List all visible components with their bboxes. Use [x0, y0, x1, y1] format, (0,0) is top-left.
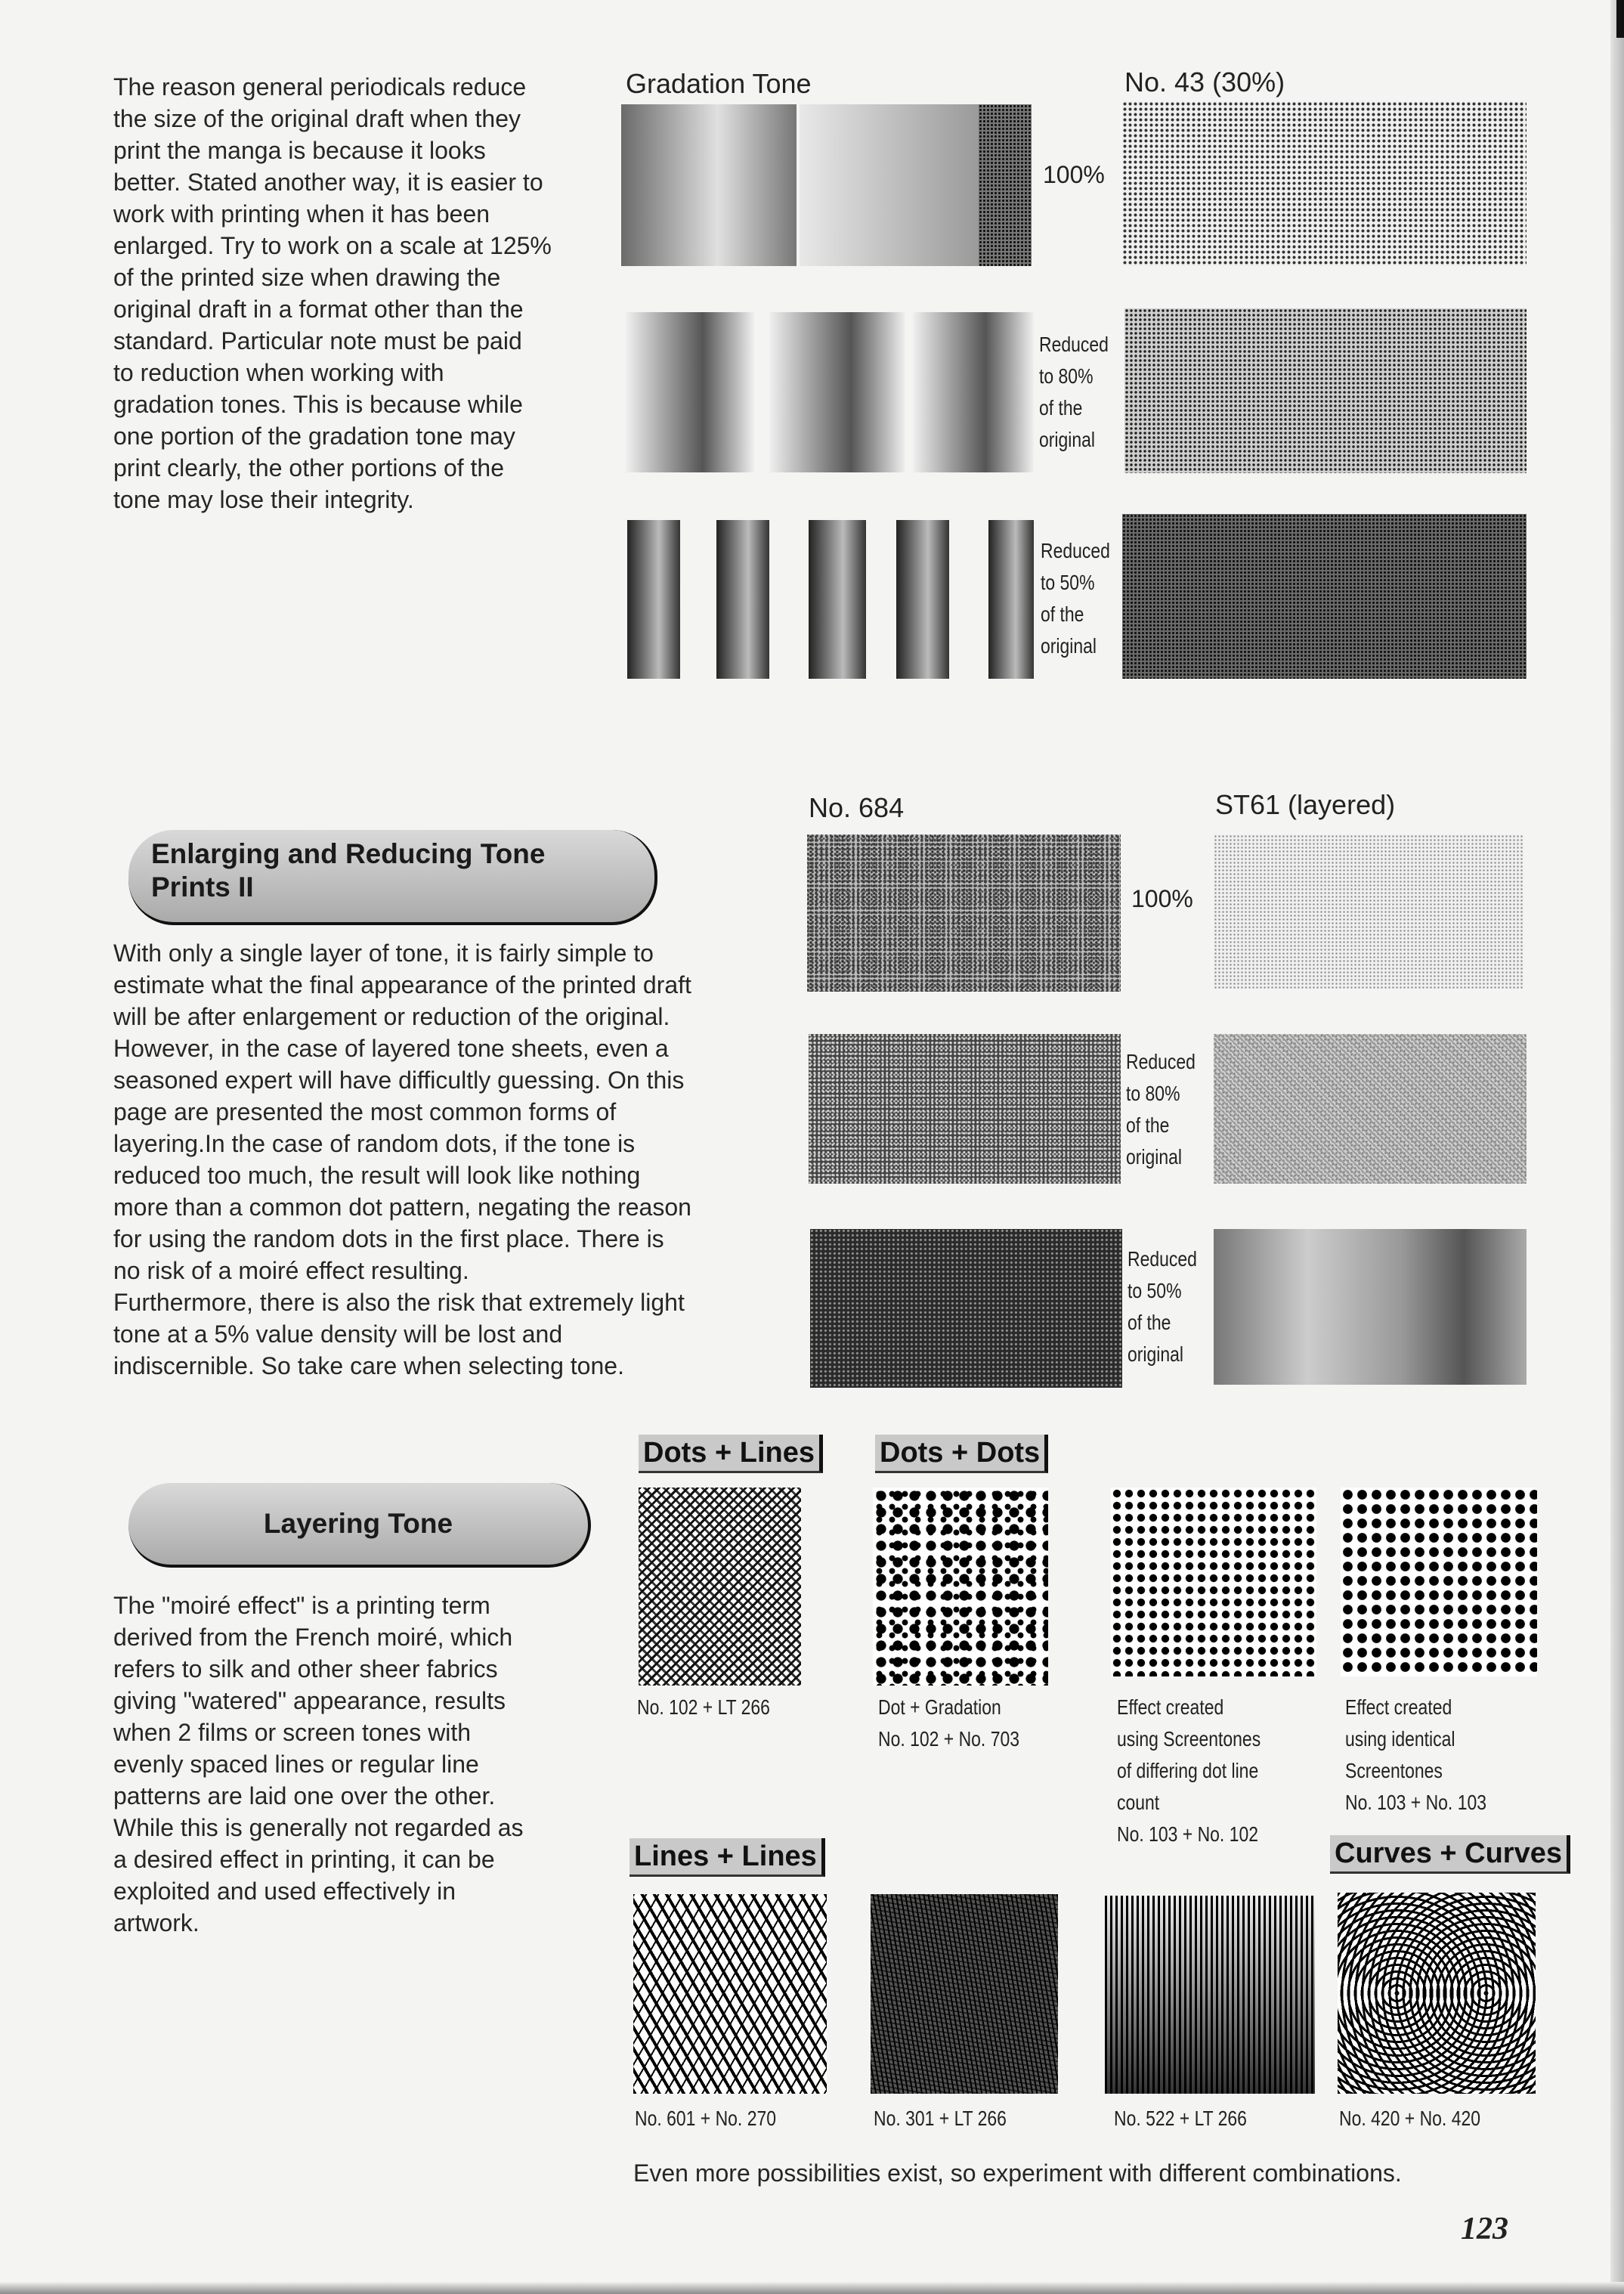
text-line: patterns are laid one over the other.: [113, 1782, 496, 1810]
text-line: will be after enlargement or reduction of the original.: [113, 1003, 670, 1030]
no684-tone-50: [810, 1229, 1122, 1388]
text-line: derived from the French moiré, which: [113, 1624, 513, 1651]
text-line: tone may lose their integrity.: [113, 486, 414, 513]
text-line: page are presented the most common forms of: [113, 1098, 617, 1125]
caption-no601-no270: [635, 2103, 776, 2135]
tag-lines-lines: Lines + Lines: [629, 1838, 825, 1877]
st61-tone-50: [1214, 1229, 1527, 1385]
no43-tone-80: [1124, 308, 1527, 473]
caption-line: original: [1041, 634, 1097, 658]
gradation-tone-80-b: [769, 312, 905, 472]
caption-line: to 50%: [1041, 571, 1095, 594]
text-line: more than a common dot pattern, negating the reason: [113, 1193, 691, 1221]
text-line: work with printing when it has been: [113, 200, 490, 228]
gradation-tone-100-b: [800, 104, 979, 266]
caption-line: using Screentones: [1117, 1727, 1261, 1751]
caption-line: Effect created: [1345, 1695, 1452, 1719]
label-reduced-80-2: [1126, 1046, 1196, 1173]
text-line: With only a single layer of tone, it is fairly simple to: [113, 940, 654, 967]
gradation-tone-100-a: [621, 104, 797, 266]
text-line: tone at a 5% value density will be lost and: [113, 1320, 563, 1348]
caption-identical-screentones: [1345, 1692, 1486, 1819]
caption-line: Reduced: [1041, 539, 1110, 562]
no684-tone-100: [807, 834, 1121, 992]
tag-dots-dots: Dots + Dots: [875, 1435, 1048, 1473]
text-line: standard. Particular note must be paid: [113, 327, 522, 354]
pattern-curves-420-420: [1338, 1893, 1536, 2094]
text-line: no risk of a moiré effect resulting.: [113, 1257, 469, 1284]
gradation-tone-50-e: [988, 520, 1034, 679]
caption-line: Effect created: [1117, 1695, 1224, 1719]
page-number: 123: [1461, 2212, 1508, 2246]
text-line: one portion of the gradation tone may: [113, 423, 515, 450]
caption-line: count: [1117, 1791, 1160, 1814]
label-100-percent-2: 100%: [1131, 885, 1193, 912]
text-line: artwork.: [113, 1909, 200, 1936]
label-reduced-50-2: [1128, 1243, 1197, 1370]
gradation-tone-50-b: [716, 520, 769, 679]
caption-line: original: [1039, 428, 1096, 451]
text-line: when 2 films or screen tones with: [113, 1719, 472, 1746]
page-edge: [1610, 0, 1624, 2294]
caption-line: to 80%: [1039, 364, 1093, 388]
text-line: Furthermore, there is also the risk that extremely light: [113, 1289, 685, 1316]
caption-line: original: [1128, 1342, 1184, 1366]
pattern-lines-601-270: [633, 1894, 827, 2094]
no43-title: No. 43 (30%): [1124, 67, 1285, 98]
text-line: print the manga is because it looks: [113, 137, 486, 164]
footer-note: Even more possibilities exist, so experiment with different combinations.: [633, 2159, 1402, 2187]
no684-title: No. 684: [809, 792, 905, 823]
gradation-tone-80-c: [913, 312, 1034, 472]
pattern-lines-522-lt266: [1105, 1896, 1315, 2094]
caption-line: to 80%: [1126, 1082, 1180, 1105]
caption-line: Dot + Gradation: [878, 1695, 1001, 1719]
caption-line: No. 420 + No. 420: [1339, 2107, 1480, 2130]
text-line: exploited and used effectively in: [113, 1878, 456, 1905]
pattern-moire-differing: [1111, 1488, 1316, 1676]
caption-line: original: [1126, 1145, 1183, 1169]
caption-line: Screentones: [1345, 1759, 1443, 1782]
caption-line: to 50%: [1128, 1279, 1182, 1302]
label-reduced-50: [1041, 535, 1110, 662]
caption-line: No. 102 + LT 266: [637, 1695, 770, 1719]
st61-title: ST61 (layered): [1215, 789, 1396, 820]
intro-paragraph: [113, 71, 552, 515]
caption-line: No. 102 + No. 703: [878, 1727, 1019, 1751]
tag-curves-curves: Curves + Curves: [1330, 1835, 1570, 1874]
text-line: estimate what the final appearance of the printed draft: [113, 971, 691, 998]
section-heading-layering: [128, 1483, 591, 1568]
caption-line: using identical: [1345, 1727, 1455, 1751]
caption-no522-lt266: [1114, 2103, 1247, 2135]
text-line: However, in the case of layered tone sheets, even a: [113, 1035, 669, 1062]
text-line: to reduction when working with: [113, 359, 444, 386]
label-100-percent: 100%: [1043, 161, 1105, 188]
text-line: print clearly, the other portions of the: [113, 454, 505, 481]
no43-tone-100: [1122, 101, 1527, 266]
text-line: The "moiré effect" is a printing term: [113, 1592, 490, 1619]
caption-line: Reduced: [1039, 333, 1109, 356]
heading-line: Enlarging and Reducing Tone: [151, 838, 546, 869]
layering-paragraph: [113, 1590, 524, 1939]
text-line: indiscernible. So take care when selecting tone.: [113, 1352, 624, 1379]
caption-line: of the: [1128, 1311, 1171, 1334]
caption-line: No. 103 + No. 103: [1345, 1791, 1486, 1814]
text-line: reduced too much, the result will look like nothing: [113, 1162, 641, 1189]
gradation-tone-100-c: [979, 104, 1032, 266]
text-line: a desired effect in printing, it can be: [113, 1846, 495, 1873]
caption-no301-lt266: [874, 2103, 1007, 2135]
page-edge-corner: [1616, 0, 1624, 38]
caption-line: Reduced: [1128, 1247, 1197, 1271]
pattern-moire-identical: [1341, 1488, 1537, 1676]
st61-tone-100: [1214, 834, 1523, 989]
caption-line: No. 103 + No. 102: [1117, 1822, 1258, 1846]
text-line: refers to silk and other sheer fabrics: [113, 1655, 498, 1683]
caption-differing-dot: [1117, 1692, 1261, 1850]
text-line: gradation tones. This is because while: [113, 391, 523, 418]
caption-no420-no420: [1339, 2103, 1480, 2135]
label-reduced-80: [1039, 329, 1109, 456]
text-line: of the printed size when drawing the: [113, 264, 501, 291]
enlarging-paragraph: [113, 937, 691, 1382]
text-line: giving "watered" appearance, results: [113, 1687, 506, 1714]
text-line: While this is generally not regarded as: [113, 1814, 524, 1841]
caption-dot-gradation: [878, 1692, 1019, 1755]
pattern-dots-gradation: [873, 1488, 1048, 1686]
text-line: the size of the original draft when they: [113, 105, 521, 132]
text-line: better. Stated another way, it is easier to: [113, 169, 543, 196]
caption-line: No. 601 + No. 270: [635, 2107, 776, 2130]
caption-line: Reduced: [1126, 1050, 1196, 1073]
pattern-dots-lines: [639, 1488, 801, 1686]
st61-tone-80: [1214, 1034, 1527, 1184]
section-heading-enlarging: [128, 830, 657, 925]
gradation-tone-50-c: [809, 520, 866, 679]
pattern-lines-301-lt266: [871, 1894, 1058, 2094]
caption-line: of the: [1039, 396, 1083, 419]
text-line: layering.In the case of random dots, if the tone is: [113, 1130, 636, 1157]
caption-line: of the: [1126, 1113, 1170, 1137]
caption-line: of differing dot line: [1117, 1759, 1259, 1782]
caption-line: No. 522 + LT 266: [1114, 2107, 1247, 2130]
gradation-tone-title: Gradation Tone: [626, 68, 812, 99]
no684-tone-80: [809, 1034, 1121, 1184]
text-line: The reason general periodicals reduce: [113, 73, 527, 101]
text-line: seasoned expert will have difficultly guessing. On this: [113, 1067, 685, 1094]
text-line: original draft in a format other than the: [113, 296, 524, 323]
caption-line: No. 301 + LT 266: [874, 2107, 1007, 2130]
gradation-tone-80-a: [626, 312, 754, 472]
bottom-edge: [0, 2282, 1624, 2294]
text-line: for using the random dots in the first place. There is: [113, 1225, 664, 1252]
no43-tone-50: [1122, 514, 1527, 679]
caption-line: of the: [1041, 602, 1084, 626]
text-line: enlarged. Try to work on a scale at 125%: [113, 232, 552, 259]
text-line: evenly spaced lines or regular line: [113, 1751, 479, 1778]
heading-line: Layering Tone: [263, 1508, 453, 1539]
tag-dots-lines: Dots + Lines: [639, 1435, 823, 1473]
gradation-tone-50-d: [896, 520, 949, 679]
caption-no102-lt266: [637, 1692, 770, 1723]
gradation-tone-50-a: [627, 520, 680, 679]
heading-line: Prints II: [151, 871, 254, 902]
